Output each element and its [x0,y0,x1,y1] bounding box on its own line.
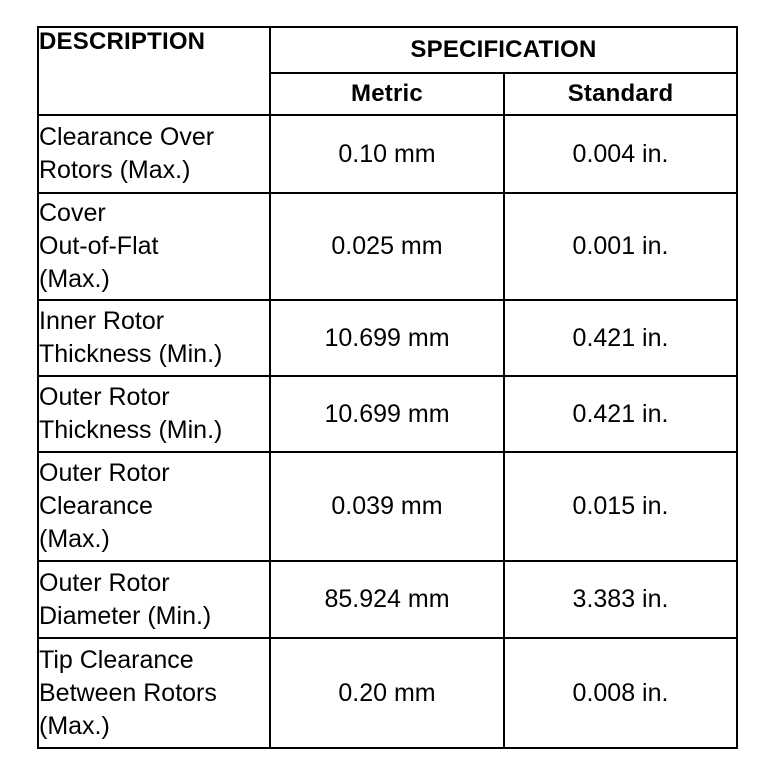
specification-table [37,26,738,749]
description-header: DESCRIPTION [38,27,270,115]
standard-header: Standard [504,73,737,115]
standard-cell: 0.001 in. [504,193,737,300]
standard-cell: 0.004 in. [504,115,737,193]
specification-header: SPECIFICATION [270,27,737,73]
metric-cell: 10.699 mm [270,300,504,376]
standard-cell: 3.383 in. [504,561,737,638]
header-row [38,27,737,73]
description-cell: Clearance Over Rotors (Max.) [38,115,270,193]
table-header [38,27,737,115]
table-body [38,115,737,748]
table-row [38,193,737,300]
description-cell: Tip Clearance Between Rotors (Max.) [38,638,270,748]
metric-cell: 10.699 mm [270,376,504,452]
description-cell: Outer Rotor Diameter (Min.) [38,561,270,638]
description-cell: Outer Rotor Clearance (Max.) [38,452,270,561]
metric-cell: 0.025 mm [270,193,504,300]
description-cell: Outer Rotor Thickness (Min.) [38,376,270,452]
table-row [38,300,737,376]
table-row [38,115,737,193]
metric-header: Metric [270,73,504,115]
table-row [38,638,737,748]
description-cell: Cover Out-of-Flat (Max.) [38,193,270,300]
metric-cell: 0.10 mm [270,115,504,193]
standard-cell: 0.421 in. [504,376,737,452]
table-row [38,452,737,561]
table-row [38,561,737,638]
table-row [38,376,737,452]
standard-cell: 0.015 in. [504,452,737,561]
metric-cell: 0.20 mm [270,638,504,748]
description-cell: Inner Rotor Thickness (Min.) [38,300,270,376]
metric-cell: 0.039 mm [270,452,504,561]
standard-cell: 0.421 in. [504,300,737,376]
standard-cell: 0.008 in. [504,638,737,748]
metric-cell: 85.924 mm [270,561,504,638]
